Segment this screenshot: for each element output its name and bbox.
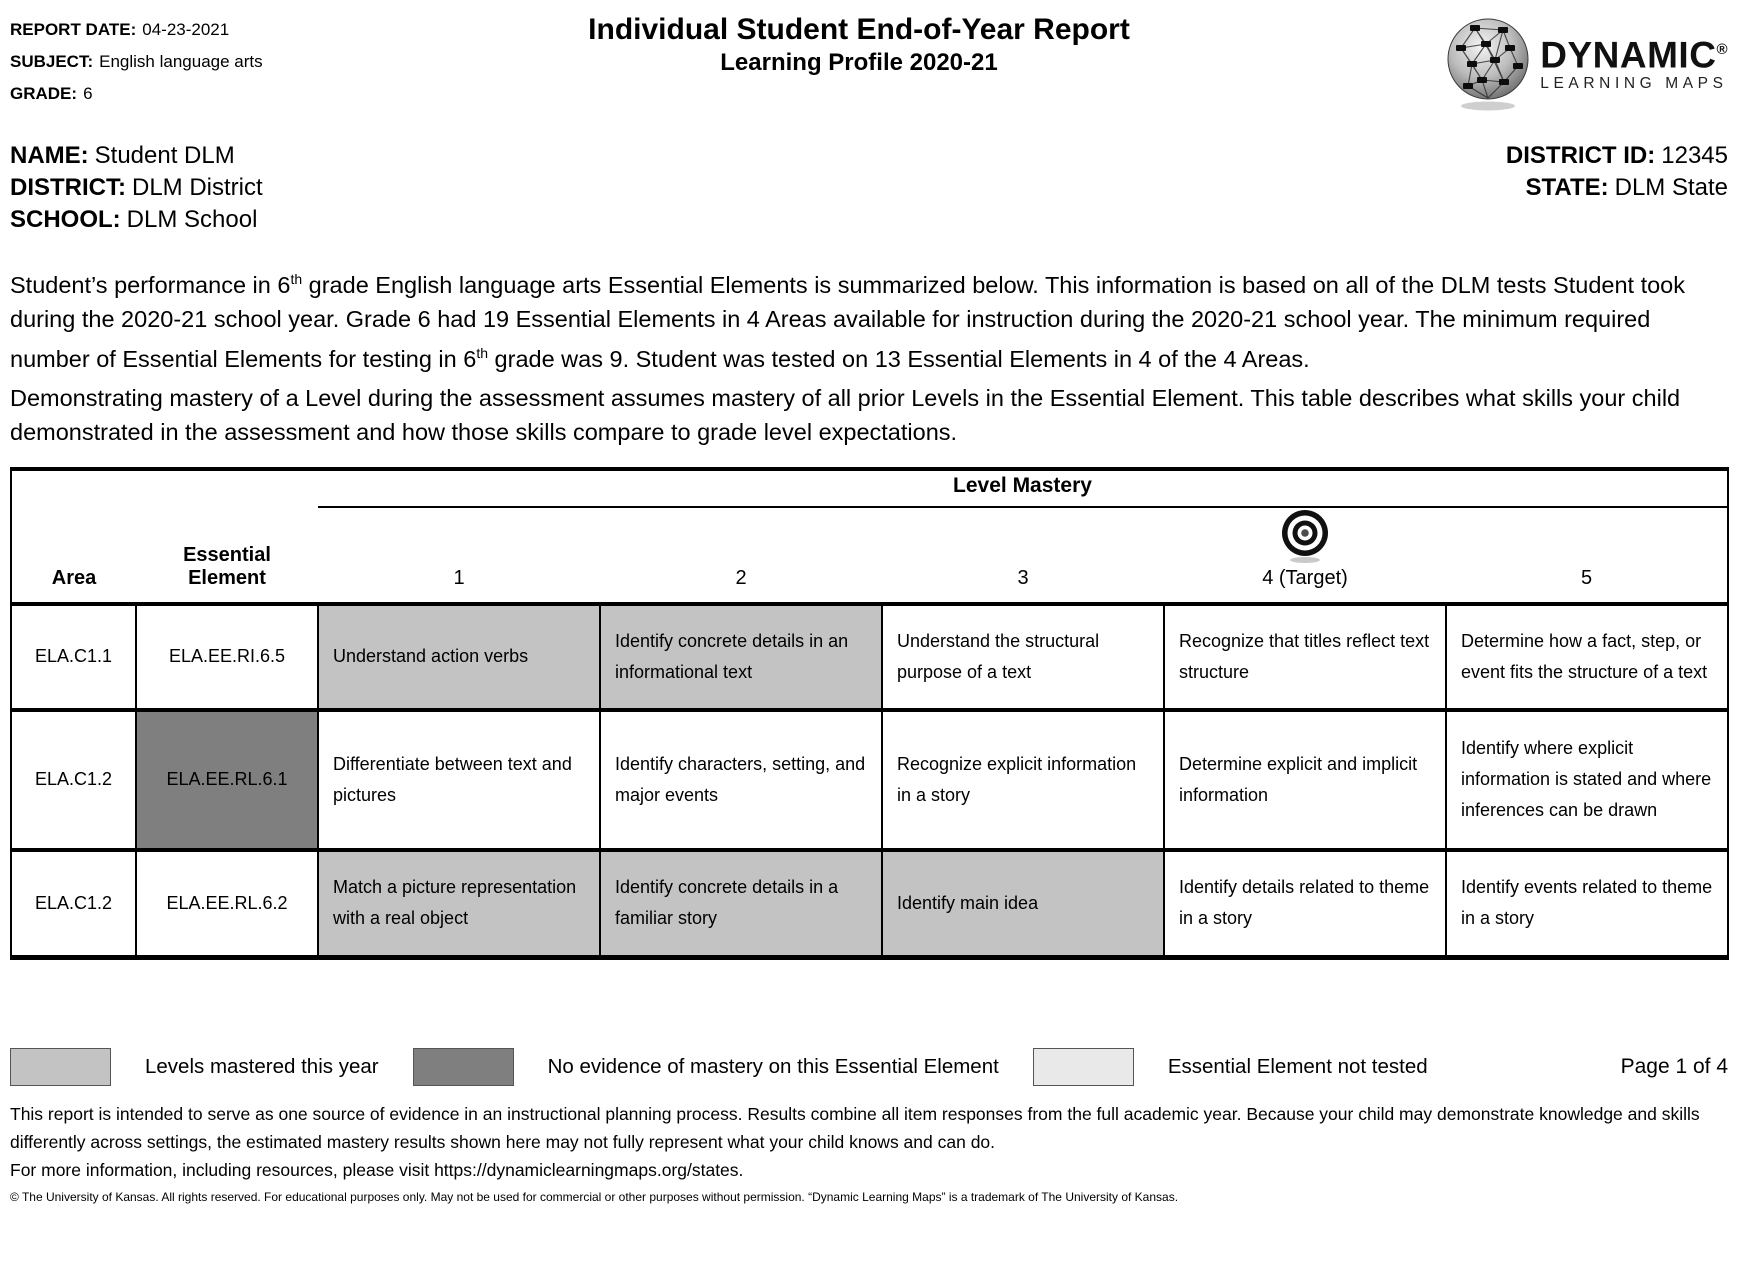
essential-element-cell: ELA.EE.RI.6.5 [136,604,318,710]
state-value: DLM State [1614,174,1728,201]
column-header-level-2: 2 [600,507,882,604]
level-skill-cell: Differentiate between text and pictures [318,710,600,850]
level-skill-cell: Identify concrete details in an informational text [600,604,882,710]
district-id-label: DISTRICT ID: [1505,142,1656,169]
mastery-note-paragraph: Demonstrating mastery of a Level during the assessment assumes mastery of all prior Levels in the Essential Element. This table describes what skills your child demonstrated in the assessment and how those skills compare to grade level expectations. [10,384,1681,445]
intro-text-segment: Student’s performance in 6 [10,271,291,298]
grade-line [10,78,470,110]
disclaimer-text: This report is intended to serve as one source of evidence in an instructional planning process. Results combine all item responses from the full academic year. Because your child may demonstrate knowledge and skills differently across settings, the estimated mastery results shown here may not fully represent what your child knows and can do. [10,1104,1700,1153]
subject-line [10,46,470,78]
level-mastery-header: Level Mastery [318,469,1728,507]
table-row [11,850,1728,958]
report-meta [10,10,470,110]
target-header-wrap [1164,508,1446,590]
intro-text-segment: th [290,271,303,287]
essential-element-cell: ELA.EE.RL.6.1 [136,710,318,850]
level-mastery-table [10,467,1729,961]
page-subtitle: Learning Profile 2020-21 [720,49,998,76]
logo-text [1540,16,1728,93]
level-skill-cell: Identify characters, setting, and major events [600,710,882,850]
dlm-logo [1248,10,1728,112]
logo-brand [1540,32,1728,76]
column-header-level-3: 3 [882,507,1164,604]
bullseye-target-icon [1280,508,1330,564]
grade-value: 6 [83,84,93,103]
title-block [470,10,1248,78]
report-date-line [10,14,470,46]
more-info-suffix: . [738,1160,744,1181]
level-skill-cell: Determine how a fact, step, or event fits the structure of a text [1446,604,1728,710]
table-corner [11,469,318,507]
globe-network-icon [1446,16,1530,112]
intro-paragraph [10,262,1728,376]
mastery-table-body [11,604,1728,958]
external-link[interactable]: https://dynamiclearningmaps.org/states [434,1160,739,1181]
state-label: STATE: [1525,174,1609,201]
essential-element-cell: ELA.EE.RL.6.2 [136,850,318,958]
level-skill-cell: Match a picture representation with a real object [318,850,600,958]
name-label: NAME: [10,142,89,169]
more-info-line [10,1156,1728,1184]
district-id-value: 12345 [1661,142,1728,169]
student-info-right [1506,140,1728,236]
legend-item [413,1048,1033,1086]
no-evidence-swatch [413,1048,514,1086]
legend-item [1033,1048,1462,1086]
student-school-line [10,204,263,236]
more-info-prefix: For more information, including resources, please visit [10,1160,435,1181]
intro-text-segment: grade was 9. Student was tested on 13 Essential Elements in 4 of the 4 Areas. [488,345,1310,372]
area-cell: ELA.C1.2 [11,710,136,850]
level-skill-cell: Identify details related to theme in a story [1164,850,1446,958]
student-info [10,140,1728,236]
level-skill-cell: Recognize explicit information in a story [882,710,1164,850]
name-value: Student DLM [94,142,235,169]
intro-text-segment: grade English language arts Essential Elements is summarized below. This information is based on all of the DLM tests Student took during the 2020-21 school year. Grade 6 had 19 Essential Elements in 4 Areas available for instruction during the 2020-21 school year. The minimum required number of Essential Elements for testing in 6 [10,271,1685,372]
copyright-text: © The University of Kansas. All rights reserved. For educational purposes only. May not be used for commercial or other purposes without permission. “Dynamic Learning Maps” is a trademark of The University of Kansas. [10,1190,1179,1205]
level-skill-cell: Understand action verbs [318,604,600,710]
report-footer [10,1100,1728,1206]
page-indicator: Page 1 of 4 [1620,1055,1728,1079]
district-value: DLM District [132,174,263,201]
level-skill-cell: Determine explicit and implicit information [1164,710,1446,850]
report-header [10,10,1728,112]
level-skill-cell: Identify events related to theme in a story [1446,850,1728,958]
table-row [11,604,1728,710]
state-line [1506,172,1728,204]
not-tested-swatch [1033,1048,1134,1086]
level-skill-cell: Identify concrete details in a familiar story [600,850,882,958]
intro-text-segment: th [476,344,489,361]
student-info-left [10,140,263,236]
column-header-level-4 [1164,507,1446,604]
subject-label: SUBJECT: [10,52,94,71]
page-title: Individual Student End-of-Year Report [588,13,1130,46]
legend-item [10,1048,413,1086]
area-cell: ELA.C1.1 [11,604,136,710]
level-skill-cell: Identify where explicit information is stated and where inferences can be drawn [1446,710,1728,850]
subject-value: English language arts [99,52,263,71]
legend-label: Essential Element not tested [1167,1055,1428,1079]
column-header-area: Area [11,507,136,604]
registered-mark: ® [1716,41,1728,58]
area-cell: ELA.C1.2 [11,850,136,958]
district-label: DISTRICT: [10,174,126,201]
column-header-level-5: 5 [1446,507,1728,604]
student-name-line [10,140,263,172]
table-row [11,710,1728,850]
school-value: DLM School [126,206,258,233]
table-column-header-row [11,507,1728,604]
table-group-header-row [11,469,1728,507]
mastered-swatch [10,1048,111,1086]
student-district-line [10,172,263,204]
logo-brand-word: DYNAMIC [1540,34,1717,76]
column-header-essential-element: Essential Element [136,507,318,604]
column-header-level-1: 1 [318,507,600,604]
legend [10,1048,1728,1086]
school-label: SCHOOL: [10,206,121,233]
legend-label: Levels mastered this year [145,1055,379,1079]
legend-label: No evidence of mastery on this Essential Element [547,1055,999,1079]
district-id-line [1506,140,1728,172]
level-skill-cell: Recognize that titles reflect text structure [1164,604,1446,710]
logo-tagline: LEARNING MAPS [1540,75,1728,93]
grade-label: GRADE: [10,84,78,103]
level-4-label: 4 (Target) [1262,566,1348,589]
level-skill-cell: Understand the structural purpose of a text [882,604,1164,710]
report-date-label: REPORT DATE: [10,20,137,39]
level-skill-cell: Identify main idea [882,850,1164,958]
report-date-value: 04-23-2021 [142,20,230,39]
